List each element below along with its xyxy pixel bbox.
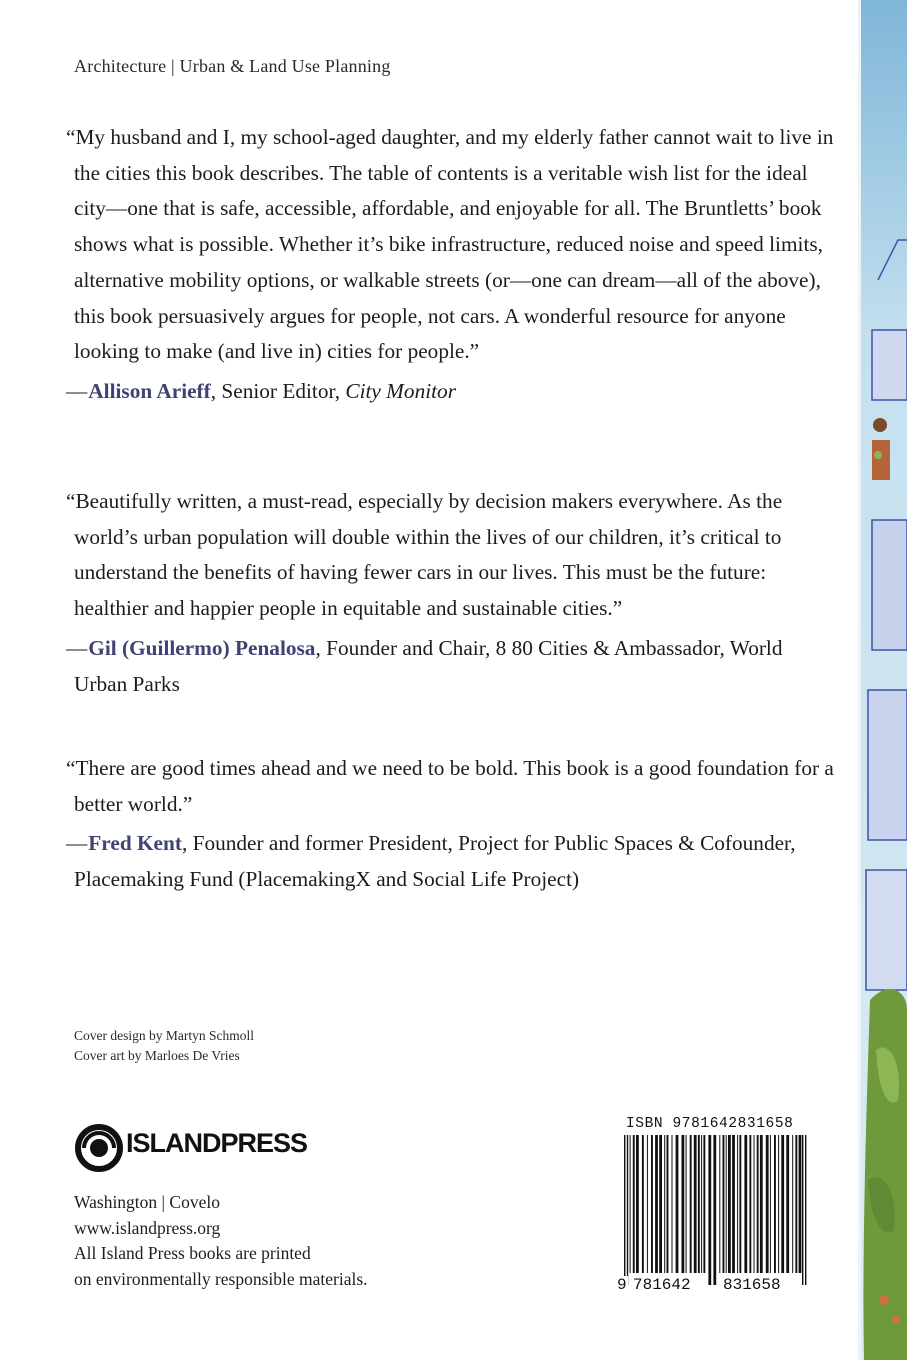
publisher-cities: Washington | Covelo [74, 1192, 220, 1212]
endorsement-3 [66, 751, 836, 898]
barcode-bar [786, 1135, 789, 1273]
barcode-bar [627, 1135, 628, 1285]
isbn-right-group: 831658 [723, 1276, 781, 1294]
barcode-bar [701, 1135, 702, 1273]
barcode-bar [667, 1135, 669, 1273]
barcode-bar [664, 1135, 665, 1273]
barcode-bar [744, 1135, 747, 1273]
island-press-logo [74, 1118, 314, 1178]
barcode-bars [618, 1135, 810, 1285]
category-line: Architecture | Urban & Land Use Planning [74, 56, 391, 76]
endorsement-quote: “My husband and I, my school-aged daughter, and my elderly father cannot wait to live in the cities this book describes. The table of contents is a veritable wish list for the ideal city—one that is safe, accessible, affordable, and enjoyable for all. The Bruntletts’ book shows what is possible. Whether it’s bike infrastructure, reduced noise and speed limits, alternative mobility options, or walkable streets (or—one can dream—all of the above), this book persuasively argues for people, not cars. A wonderful resource for anyone looking to make (and live in) cities for people.” [66, 125, 834, 364]
barcode-bar [686, 1135, 687, 1273]
attribution-dash: — [66, 831, 89, 856]
barcode-bar [737, 1135, 738, 1273]
barcode-bar [698, 1135, 700, 1273]
publisher-note-line2: on environmentally responsible materials. [74, 1268, 368, 1289]
endorser-role: , Senior Editor, [210, 378, 346, 403]
barcode-bar [713, 1135, 716, 1285]
endorsement-attribution [66, 826, 836, 897]
barcode-bar [805, 1135, 806, 1285]
endorser-role: , Founder and Chair, 8 80 Cities & Ambassador, World Urban Parks [74, 635, 783, 696]
barcode-bar [774, 1135, 776, 1273]
barcode-bar [659, 1135, 662, 1273]
barcode-bar [757, 1135, 759, 1273]
isbn-barcode [616, 1116, 814, 1300]
isbn-label: ISBN 9781642831658 [626, 1116, 794, 1132]
barcode-bar [647, 1135, 648, 1273]
barcode-bar [770, 1135, 771, 1273]
barcode-bar [726, 1135, 727, 1273]
barcode-bar [728, 1135, 731, 1273]
isbn-digits [616, 1274, 814, 1298]
endorser-role: , Founder and former President, Project for Public Spaces & Cofounder, Placemaking Fund (PlacemakingX and Social Life Project) [74, 831, 796, 892]
endorsement-2 [66, 484, 836, 702]
barcode-bar [739, 1135, 741, 1273]
barcode-bar [676, 1135, 679, 1273]
endorser-name: Gil (Guillermo) Penalosa [88, 635, 316, 660]
publisher-url[interactable]: www.islandpress.org [74, 1217, 221, 1238]
barcode-bar [690, 1135, 692, 1273]
barcode-bar [802, 1135, 803, 1285]
cover-design-credit: Cover design by Martyn Schmoll [74, 1028, 254, 1043]
barcode-bar [672, 1135, 673, 1273]
island-press-ring-icon [74, 1118, 124, 1178]
barcode-bar [732, 1135, 735, 1273]
attribution-dash: — [66, 378, 89, 403]
cover-art-credit: Cover art by Marloes De Vries [74, 1048, 240, 1063]
barcode-bar [795, 1135, 797, 1273]
logo-wordmark: ISLANDPRESS [126, 1128, 308, 1158]
tree-illustration [863, 989, 907, 1360]
cover-credits [74, 1026, 254, 1066]
barcode-bar [708, 1135, 711, 1285]
barcode-bar [766, 1135, 769, 1273]
barcode-bar [642, 1135, 644, 1273]
barcode-bar [624, 1135, 625, 1285]
barcode-bar [778, 1135, 779, 1273]
isbn-first-digit: 9 [617, 1276, 627, 1294]
barcode-bar [630, 1135, 631, 1273]
endorsement-attribution [66, 631, 836, 702]
endorser-name: Allison Arieff [88, 378, 211, 403]
barcode-bar [799, 1135, 802, 1273]
publisher-note-line1: All Island Press books are printed [74, 1243, 311, 1263]
barcode-bar [633, 1135, 635, 1273]
barcode-bar [792, 1135, 793, 1273]
endorsement-attribution [66, 374, 836, 410]
barcode-bar [749, 1135, 751, 1273]
barcode-bar [636, 1135, 639, 1273]
endorsement-quote: “There are good times ahead and we need to be bold. This book is a good foundation for a better world.” [66, 756, 834, 816]
attribution-dash: — [66, 635, 89, 660]
isbn-left-group: 781642 [633, 1276, 691, 1294]
barcode-bar [754, 1135, 755, 1273]
barcode-bar [655, 1135, 658, 1273]
barcode-bar [694, 1135, 697, 1273]
barcode-bar [723, 1135, 725, 1273]
publisher-info [74, 1190, 368, 1292]
endorser-publication: City Monitor [345, 378, 456, 403]
cover-art-strip [858, 0, 907, 1360]
endorser-name: Fred Kent [88, 831, 182, 856]
barcode-bar [651, 1135, 653, 1273]
building-illustration [866, 240, 907, 990]
barcode-bar [719, 1135, 720, 1273]
barcode-bar [781, 1135, 784, 1273]
barcode-bar [703, 1135, 705, 1273]
endorsement-1 [66, 120, 836, 410]
barcode-bar [760, 1135, 763, 1273]
barcode-bar [682, 1135, 685, 1273]
endorsement-quote: “Beautifully written, a must-read, especially by decision makers everywhere. As the world’s urban population will double within the lives of our children, it’s critical to understand the benefits of having fewer cars in our lives. This must be the future: healthier and happier people in equitable and sustainable cities.” [66, 489, 783, 621]
